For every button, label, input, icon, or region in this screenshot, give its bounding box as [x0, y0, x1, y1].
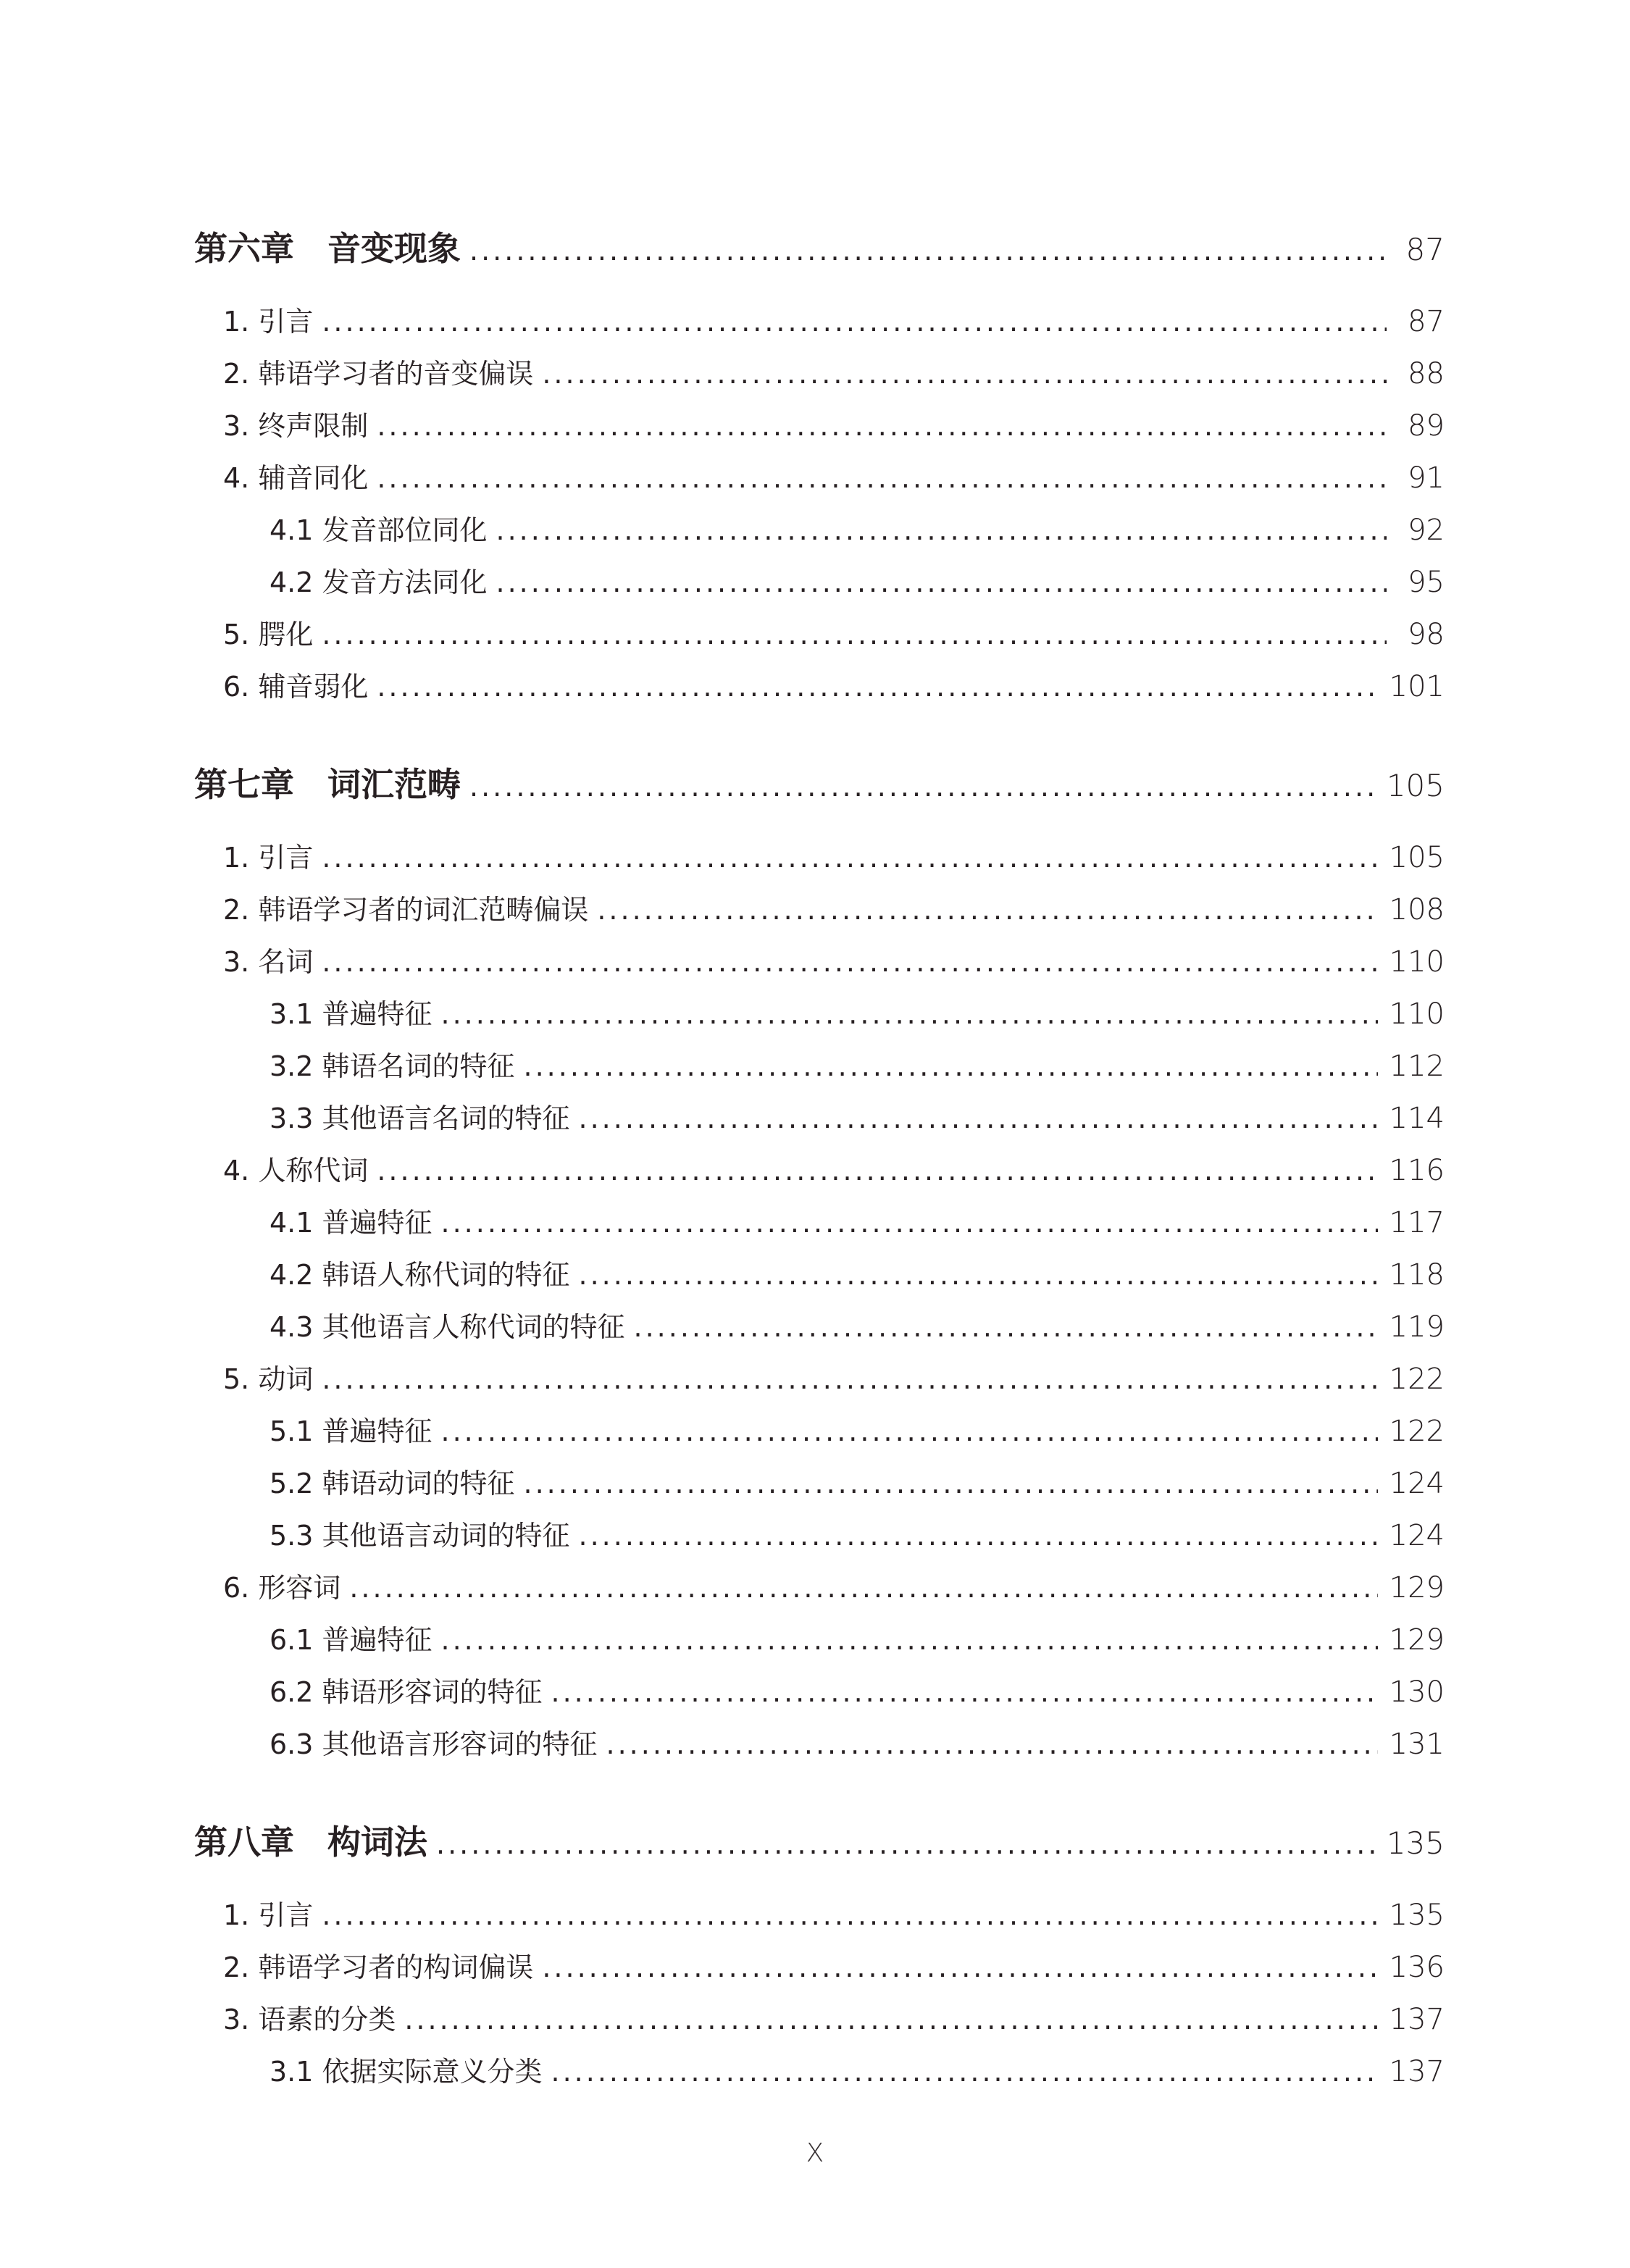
entry-title: 5.1 普遍特征 [269, 1415, 432, 1447]
chapter-title: 音变现象 [327, 229, 461, 268]
entry-page-number: 137 [1389, 2003, 1445, 2036]
dot-leader [377, 661, 1377, 713]
dot-leader [441, 1405, 1378, 1457]
entry-title: 6. 形容词 [223, 1572, 341, 1604]
dot-leader [597, 884, 1377, 936]
entry-page-number: 112 [1389, 1050, 1445, 1083]
dot-leader [496, 504, 1387, 556]
chapter-title: 构词法 [327, 1823, 427, 1862]
entry-page-number: 129 [1389, 1571, 1445, 1604]
entry-page-number: 110 [1389, 945, 1445, 979]
toc-entry [194, 348, 1445, 400]
chapter-page-number: 87 [1405, 232, 1445, 267]
page-number: X [806, 2138, 824, 2168]
dot-leader [436, 1813, 1375, 1875]
entry-page-number: 105 [1389, 841, 1445, 874]
entry-title: 3.1 依据实际意义分类 [269, 2056, 543, 2088]
toc-chapter-entry [194, 1811, 1445, 1873]
entry-title: 3.3 其他语言名词的特征 [269, 1102, 570, 1134]
toc-entry [194, 1718, 1445, 1770]
entry-title: 1. 引言 [223, 1899, 314, 1931]
toc-entry [194, 1092, 1445, 1145]
entry-title: 3. 语素的分类 [223, 2004, 396, 2035]
toc-chapter-entry [194, 753, 1445, 816]
entry-page-number: 122 [1389, 1415, 1445, 1448]
toc-entry [194, 1040, 1445, 1092]
toc-entry [194, 1941, 1445, 1993]
toc-chapter-entry [194, 217, 1445, 280]
dot-leader [441, 988, 1378, 1040]
entry-title: 4.2 发音方法同化 [269, 566, 488, 598]
entry-title: 4.2 韩语人称代词的特征 [269, 1259, 570, 1291]
toc-entry [194, 400, 1445, 452]
entry-page-number: 95 [1408, 566, 1445, 599]
entry-page-number: 89 [1408, 409, 1445, 443]
toc-entry [194, 1614, 1445, 1666]
dot-leader [606, 1718, 1378, 1770]
entry-title: 4.1 发音部位同化 [269, 514, 488, 546]
entry-title: 4. 人称代词 [223, 1155, 369, 1187]
chapter-page-number: 105 [1386, 768, 1445, 803]
entry-page-number: 129 [1389, 1623, 1445, 1657]
toc-list [194, 217, 1445, 2098]
toc-entry [194, 556, 1445, 608]
dot-leader [322, 1889, 1377, 1941]
entry-page-number: 135 [1389, 1899, 1445, 1932]
toc-entry [194, 832, 1445, 884]
toc-entry [194, 452, 1445, 504]
chapter-title: 词汇范畴 [327, 765, 461, 804]
entry-page-number: 108 [1389, 893, 1445, 926]
entry-title: 3.2 韩语名词的特征 [269, 1050, 515, 1082]
entry-page-number: 98 [1408, 618, 1445, 651]
entry-page-number: 118 [1389, 1258, 1445, 1292]
dot-leader [349, 1562, 1377, 1614]
toc-entry [194, 1510, 1445, 1562]
entry-title: 3. 终声限制 [223, 410, 369, 442]
entry-title: 2. 韩语学习者的构词偏误 [223, 1951, 534, 1983]
entry-page-number: 131 [1389, 1728, 1445, 1761]
dot-leader [322, 832, 1377, 884]
dot-leader [579, 1092, 1378, 1145]
toc-entry [194, 1353, 1445, 1405]
toc-entry [194, 296, 1445, 348]
toc-entry [194, 2046, 1445, 2098]
toc-entry [194, 988, 1445, 1040]
chapter-number: 第六章 [194, 229, 294, 268]
entry-page-number: 137 [1389, 2055, 1445, 2088]
dot-leader [377, 400, 1387, 452]
dot-leader [542, 1941, 1377, 1993]
entry-title: 5. 动词 [223, 1363, 314, 1395]
chapter-page-number: 135 [1386, 1825, 1445, 1861]
dot-leader [441, 1197, 1378, 1249]
toc-entry [194, 1666, 1445, 1718]
dot-leader [634, 1301, 1378, 1353]
entry-title: 2. 韩语学习者的音变偏误 [223, 358, 534, 390]
entry-title: 5. 腭化 [223, 619, 314, 650]
dot-leader [551, 1666, 1378, 1718]
entry-title: 1. 引言 [223, 842, 314, 874]
entry-page-number: 88 [1408, 357, 1445, 390]
entry-page-number: 136 [1389, 1951, 1445, 1984]
entry-title: 6.3 其他语言形容词的特征 [269, 1728, 598, 1760]
toc-entry [194, 1993, 1445, 2046]
entry-page-number: 122 [1389, 1363, 1445, 1396]
toc-entry [194, 1197, 1445, 1249]
dot-leader [542, 348, 1387, 400]
dot-leader [579, 1510, 1378, 1562]
entry-page-number: 91 [1408, 461, 1445, 495]
entry-title: 1. 引言 [223, 306, 314, 338]
toc-entry [194, 1457, 1445, 1510]
toc-entry [194, 504, 1445, 556]
dot-leader [377, 452, 1387, 504]
entry-page-number: 124 [1389, 1467, 1445, 1500]
page-footer [0, 2138, 1630, 2168]
toc-entry [194, 661, 1445, 713]
dot-leader [469, 756, 1375, 818]
entry-page-number: 130 [1389, 1675, 1445, 1709]
entry-title: 5.2 韩语动词的特征 [269, 1468, 515, 1499]
entry-page-number: 124 [1389, 1519, 1445, 1552]
dot-leader [524, 1457, 1378, 1510]
entry-page-number: 101 [1389, 670, 1445, 703]
entry-page-number: 110 [1389, 997, 1445, 1031]
entry-title: 6.2 韩语形容词的特征 [269, 1676, 543, 1708]
dot-leader [322, 296, 1387, 348]
dot-leader [469, 219, 1387, 282]
entry-title: 4.3 其他语言人称代词的特征 [269, 1311, 625, 1343]
dot-leader [579, 1249, 1378, 1301]
entry-page-number: 87 [1408, 305, 1445, 338]
toc-entry [194, 1301, 1445, 1353]
toc-entry [194, 1249, 1445, 1301]
toc-entry [194, 608, 1445, 661]
dot-leader [524, 1040, 1378, 1092]
entry-title: 5.3 其他语言动词的特征 [269, 1520, 570, 1552]
entry-title: 3.1 普遍特征 [269, 998, 432, 1030]
dot-leader [322, 936, 1377, 988]
dot-leader [322, 608, 1387, 661]
toc-entry [194, 1889, 1445, 1941]
toc-entry [194, 1405, 1445, 1457]
entry-title: 3. 名词 [223, 946, 314, 978]
chapter-number: 第七章 [194, 765, 294, 804]
dot-leader [377, 1145, 1377, 1197]
entry-page-number: 116 [1389, 1154, 1445, 1187]
dot-leader [404, 1993, 1377, 2046]
entry-title: 2. 韩语学习者的词汇范畴偏误 [223, 894, 589, 926]
entry-page-number: 114 [1389, 1102, 1445, 1135]
dot-leader [496, 556, 1387, 608]
dot-leader [551, 2046, 1378, 2098]
dot-leader [441, 1614, 1378, 1666]
entry-title: 6.1 普遍特征 [269, 1624, 432, 1656]
entry-title: 4. 辅音同化 [223, 462, 369, 494]
entry-title: 6. 辅音弱化 [223, 671, 369, 703]
toc-entry [194, 884, 1445, 936]
chapter-number: 第八章 [194, 1823, 294, 1862]
entry-page-number: 117 [1389, 1206, 1445, 1239]
entry-page-number: 119 [1389, 1310, 1445, 1344]
toc-entry [194, 1145, 1445, 1197]
dot-leader [322, 1353, 1377, 1405]
entry-title: 4.1 普遍特征 [269, 1207, 432, 1239]
toc-entry [194, 1562, 1445, 1614]
entry-page-number: 92 [1408, 514, 1445, 547]
toc-entry [194, 936, 1445, 988]
